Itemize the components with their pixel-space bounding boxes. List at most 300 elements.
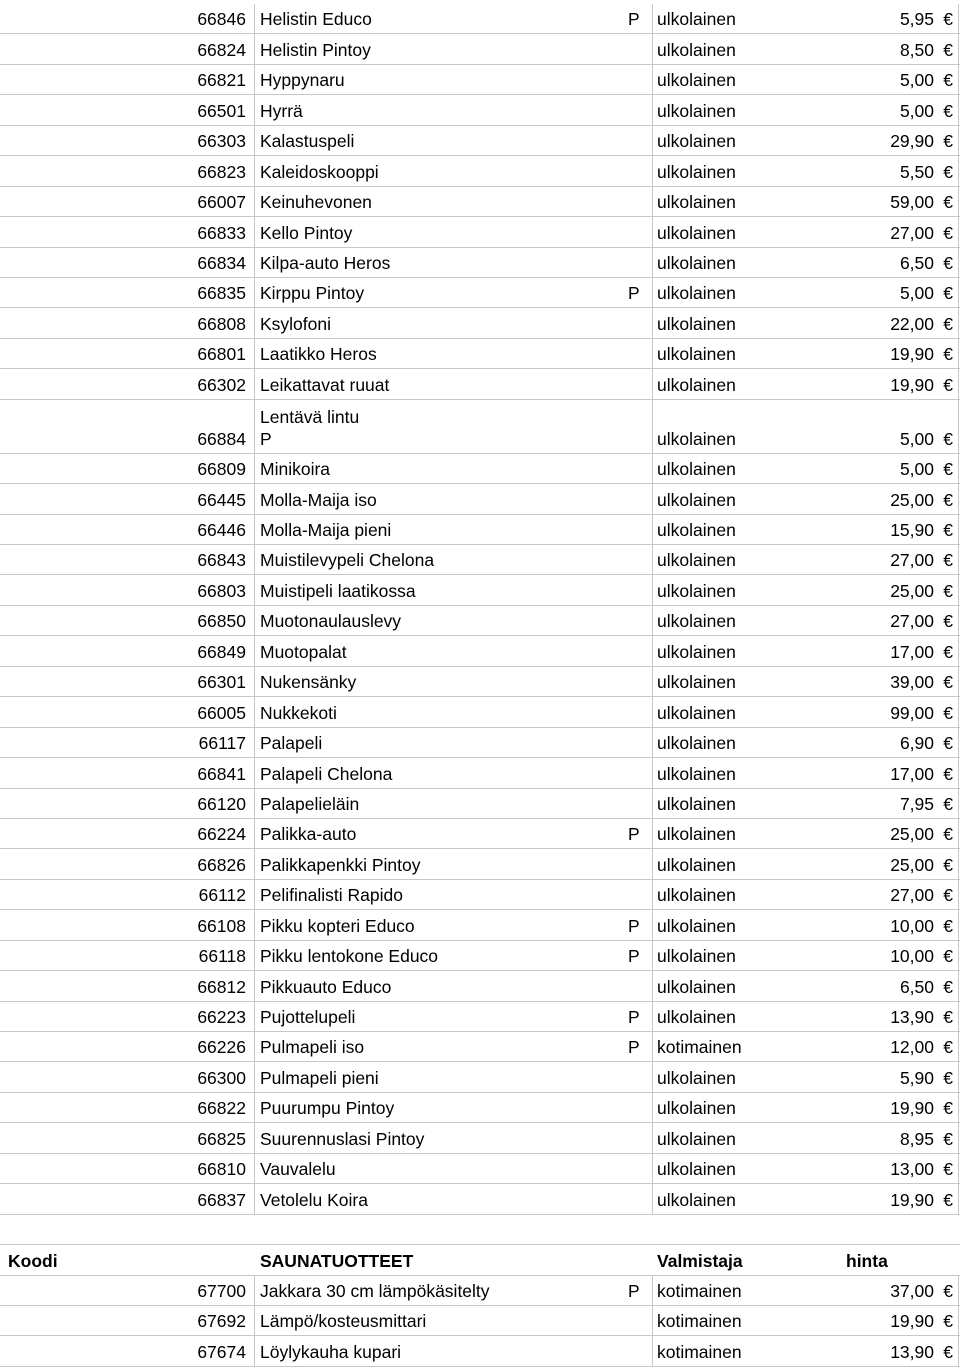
euro-symbol: €	[943, 459, 953, 480]
price: 10,00	[890, 915, 934, 936]
manufacturer: ulkolainen	[657, 946, 736, 967]
table-row	[0, 1276, 960, 1306]
price: 6,50	[899, 252, 934, 273]
table-row	[0, 667, 960, 697]
price: 99,00	[890, 702, 934, 723]
product-code: 66822	[197, 1098, 246, 1119]
product-code: 66226	[197, 1037, 246, 1058]
price: 37,00	[890, 1280, 934, 1301]
product-name: Palapeli Chelona	[260, 763, 393, 784]
grid-line	[254, 1184, 255, 1213]
price: 5,00	[899, 459, 934, 480]
table-row	[0, 515, 960, 545]
manufacturer: ulkolainen	[657, 313, 736, 334]
grid-line	[652, 910, 653, 939]
grid-line	[958, 1002, 959, 1031]
euro-symbol: €	[943, 9, 953, 30]
product-code: 66808	[197, 313, 246, 334]
price: 19,90	[890, 344, 934, 365]
table-row	[0, 849, 960, 879]
manufacturer: ulkolainen	[657, 344, 736, 365]
euro-symbol: €	[943, 854, 953, 875]
table-row	[0, 34, 960, 64]
table-row	[0, 217, 960, 247]
product-name: Pulmapeli iso	[260, 1037, 365, 1058]
product-name: Minikoira	[260, 459, 331, 480]
manufacturer: ulkolainen	[657, 580, 736, 601]
manufacturer: ulkolainen	[657, 611, 736, 632]
price: 13,00	[890, 1159, 934, 1180]
grid-line	[958, 758, 959, 787]
product-code: 66809	[197, 459, 246, 480]
grid-line	[652, 454, 653, 483]
table-row	[0, 1184, 960, 1214]
grid-line	[958, 728, 959, 757]
grid-line	[254, 156, 255, 185]
manufacturer: ulkolainen	[657, 550, 736, 571]
grid-line	[652, 515, 653, 544]
grid-line	[652, 1002, 653, 1031]
product-code: 66445	[197, 489, 246, 510]
product-code: 66300	[197, 1067, 246, 1088]
grid-line	[652, 880, 653, 909]
euro-symbol: €	[943, 1007, 953, 1027]
product-name: Nukensänky	[260, 672, 357, 693]
manufacturer: ulkolainen	[657, 252, 736, 273]
product-name: Pulmapeli pieni	[260, 1067, 379, 1088]
product-name: Helistin Educo	[260, 9, 372, 30]
euro-symbol: €	[943, 1128, 953, 1149]
grid-line	[652, 941, 653, 970]
grid-line	[254, 1002, 255, 1031]
product-name-line2: P	[260, 428, 272, 449]
product-name: Muistilevypeli Chelona	[260, 550, 435, 571]
table-row	[0, 400, 960, 454]
grid-line	[254, 1093, 255, 1122]
product-code: 66803	[197, 580, 246, 601]
section-header	[0, 1245, 960, 1275]
table-row	[0, 819, 960, 849]
price: 25,00	[890, 489, 934, 510]
price: 6,90	[899, 733, 934, 754]
grid-line	[254, 728, 255, 757]
product-name: Palapelieläin	[260, 793, 360, 814]
grid-line	[652, 758, 653, 787]
euro-symbol: €	[943, 374, 953, 395]
price: 27,00	[890, 550, 934, 571]
euro-symbol: €	[943, 672, 953, 693]
price: 19,90	[890, 1311, 934, 1332]
product-name: Kilpa-auto Heros	[260, 252, 391, 273]
product-code: 66837	[197, 1189, 246, 1210]
header-manufacturer: Valmistaja	[657, 1250, 743, 1271]
euro-symbol: €	[943, 222, 953, 243]
product-code: 66846	[197, 9, 246, 30]
euro-symbol: €	[943, 100, 953, 121]
euro-symbol: €	[943, 824, 953, 845]
p-flag: P	[628, 1037, 640, 1058]
product-code: 66303	[197, 131, 246, 152]
price: 10,00	[890, 946, 934, 967]
manufacturer: ulkolainen	[657, 885, 736, 906]
grid-line	[958, 187, 959, 216]
table-row	[0, 1123, 960, 1153]
table-row	[0, 789, 960, 819]
grid-line	[958, 1336, 959, 1365]
price: 27,00	[890, 222, 934, 243]
product-code: 66801	[197, 344, 246, 365]
table-row	[0, 484, 960, 514]
grid-line	[958, 1276, 959, 1305]
product-name: Hyppynaru	[260, 70, 345, 91]
price: 5,00	[899, 100, 934, 121]
product-name: Suurennuslasi Pintoy	[260, 1128, 425, 1149]
price: 25,00	[890, 854, 934, 875]
blank-row	[0, 1215, 960, 1245]
product-code: 66835	[197, 283, 246, 304]
grid-line	[958, 400, 959, 453]
header-category: SAUNATUOTTEET	[260, 1250, 414, 1271]
manufacturer: ulkolainen	[657, 459, 736, 480]
manufacturer: ulkolainen	[657, 70, 736, 91]
grid-line	[652, 278, 653, 307]
price: 5,00	[899, 70, 934, 91]
price: 5,00	[899, 428, 934, 449]
grid-line	[958, 1032, 959, 1061]
grid-line	[254, 545, 255, 574]
grid-line	[958, 819, 959, 848]
manufacturer: ulkolainen	[657, 1189, 736, 1210]
table-row	[0, 575, 960, 605]
product-code: 66223	[197, 1007, 246, 1027]
product-name: Nukkekoti	[260, 702, 337, 723]
product-code: 66823	[197, 161, 246, 182]
manufacturer: ulkolainen	[657, 161, 736, 182]
manufacturer: ulkolainen	[657, 1067, 736, 1088]
price: 17,00	[890, 641, 934, 662]
product-code: 66850	[197, 611, 246, 632]
euro-symbol: €	[943, 733, 953, 754]
euro-symbol: €	[943, 70, 953, 91]
grid-line	[958, 156, 959, 185]
euro-symbol: €	[943, 1189, 953, 1210]
price: 5,00	[899, 283, 934, 304]
euro-symbol: €	[943, 550, 953, 571]
euro-symbol: €	[943, 1280, 953, 1301]
grid-line	[958, 971, 959, 1000]
p-flag: P	[628, 946, 640, 967]
price: 12,00	[890, 1037, 934, 1058]
manufacturer: kotimainen	[657, 1311, 742, 1332]
product-name: Vetolelu Koira	[260, 1189, 368, 1210]
table-row	[0, 339, 960, 369]
table-row	[0, 65, 960, 95]
grid-line	[652, 667, 653, 696]
product-name: Vauvalelu	[260, 1159, 336, 1180]
grid-line	[652, 697, 653, 726]
grid-line	[958, 484, 959, 513]
table-row	[0, 1154, 960, 1184]
grid-line	[652, 4, 653, 33]
grid-line	[958, 515, 959, 544]
manufacturer: kotimainen	[657, 1037, 742, 1058]
p-flag: P	[628, 1280, 640, 1301]
manufacturer: kotimainen	[657, 1280, 742, 1301]
grid-line	[652, 126, 653, 155]
header-code: Koodi	[8, 1250, 58, 1271]
grid-line	[652, 339, 653, 368]
table-row	[0, 636, 960, 666]
manufacturer: ulkolainen	[657, 763, 736, 784]
euro-symbol: €	[943, 131, 953, 152]
product-name: Helistin Pintoy	[260, 39, 371, 60]
grid-line	[958, 248, 959, 277]
manufacturer: ulkolainen	[657, 793, 736, 814]
manufacturer: ulkolainen	[657, 702, 736, 723]
euro-symbol: €	[943, 641, 953, 662]
euro-symbol: €	[943, 793, 953, 814]
table-row	[0, 1306, 960, 1336]
price: 29,90	[890, 131, 934, 152]
product-rows-top	[0, 4, 960, 400]
grid-line	[958, 126, 959, 155]
price: 15,90	[890, 520, 934, 540]
grid-line	[958, 849, 959, 878]
product-name: Löylykauha kupari	[260, 1341, 402, 1362]
manufacturer: ulkolainen	[657, 1159, 736, 1180]
grid-line	[652, 34, 653, 63]
table-row	[0, 880, 960, 910]
grid-line	[652, 65, 653, 94]
price: 22,00	[890, 313, 934, 334]
grid-line	[652, 187, 653, 216]
product-code: 66007	[197, 192, 246, 213]
grid-line	[958, 1123, 959, 1152]
grid-line	[254, 1123, 255, 1152]
euro-symbol: €	[943, 1341, 953, 1362]
product-code: 66825	[197, 1128, 246, 1149]
price: 8,50	[899, 39, 934, 60]
product-code: 66826	[197, 854, 246, 875]
euro-symbol: €	[943, 885, 953, 906]
product-code: 66302	[197, 374, 246, 395]
manufacturer: ulkolainen	[657, 520, 736, 540]
grid-line	[958, 667, 959, 696]
product-name: Leikattavat ruuat	[260, 374, 390, 395]
grid-line	[958, 606, 959, 635]
grid-line	[652, 728, 653, 757]
grid-line	[254, 636, 255, 665]
table-row	[0, 308, 960, 338]
grid-line	[652, 369, 653, 398]
euro-symbol: €	[943, 580, 953, 601]
grid-line	[958, 941, 959, 970]
grid-line	[254, 95, 255, 124]
grid-line	[958, 1154, 959, 1183]
grid-line	[958, 575, 959, 604]
grid-line	[652, 400, 653, 453]
price: 27,00	[890, 885, 934, 906]
product-code: 67692	[197, 1311, 246, 1332]
product-code: 66117	[198, 733, 246, 754]
euro-symbol: €	[943, 611, 953, 632]
euro-symbol: €	[943, 1098, 953, 1119]
price: 8,95	[899, 1128, 934, 1149]
grid-line	[254, 1154, 255, 1183]
product-name: Muotonaulauslevy	[260, 611, 402, 632]
price-list-table	[0, 4, 960, 1367]
product-code: 66843	[197, 550, 246, 571]
table-row	[0, 971, 960, 1001]
grid-line	[254, 606, 255, 635]
grid-line	[958, 880, 959, 909]
grid-line	[652, 575, 653, 604]
grid-line	[958, 697, 959, 726]
manufacturer: ulkolainen	[657, 428, 736, 449]
manufacturer: ulkolainen	[657, 976, 736, 997]
product-code: 66501	[197, 100, 246, 121]
product-code: 66301	[197, 672, 246, 693]
manufacturer: ulkolainen	[657, 283, 736, 304]
price: 17,00	[890, 763, 934, 784]
product-code: 67674	[197, 1341, 246, 1362]
euro-symbol: €	[943, 192, 953, 213]
manufacturer: ulkolainen	[657, 9, 736, 30]
table-row	[0, 1336, 960, 1366]
manufacturer: ulkolainen	[657, 1098, 736, 1119]
product-code: 66812	[197, 976, 246, 997]
table-row	[0, 697, 960, 727]
p-flag: P	[628, 283, 640, 304]
price: 7,95	[899, 793, 934, 814]
grid-line	[958, 34, 959, 63]
product-rows-bottom	[0, 1276, 960, 1367]
table-row	[0, 454, 960, 484]
grid-line	[254, 4, 255, 33]
manufacturer: ulkolainen	[657, 672, 736, 693]
euro-symbol: €	[943, 252, 953, 273]
price: 13,90	[890, 1341, 934, 1362]
grid-line	[254, 187, 255, 216]
euro-symbol: €	[943, 1159, 953, 1180]
p-flag: P	[628, 915, 640, 936]
grid-line	[652, 849, 653, 878]
grid-line	[652, 95, 653, 124]
euro-symbol: €	[943, 1037, 953, 1058]
product-code: 66005	[197, 702, 246, 723]
grid-line	[652, 636, 653, 665]
grid-line	[652, 1062, 653, 1091]
grid-line	[652, 545, 653, 574]
euro-symbol: €	[943, 39, 953, 60]
grid-line	[254, 789, 255, 818]
grid-line	[958, 1093, 959, 1122]
table-row	[0, 545, 960, 575]
grid-line	[652, 1154, 653, 1183]
euro-symbol: €	[943, 1067, 953, 1088]
product-name: Kirppu Pintoy	[260, 283, 365, 304]
header-price: hinta	[846, 1250, 888, 1271]
table-row	[0, 126, 960, 156]
grid-line	[958, 217, 959, 246]
grid-line	[958, 278, 959, 307]
table-row	[0, 758, 960, 788]
price: 25,00	[890, 824, 934, 845]
grid-line	[254, 758, 255, 787]
product-name: Pikku lentokone Educo	[260, 946, 439, 967]
grid-line	[958, 636, 959, 665]
euro-symbol: €	[943, 283, 953, 304]
euro-symbol: €	[943, 313, 953, 334]
table-row	[0, 728, 960, 758]
table-row	[0, 941, 960, 971]
product-name: Palapeli	[260, 733, 323, 754]
product-code: 66108	[197, 915, 246, 936]
grid-line	[652, 971, 653, 1000]
grid-line	[254, 484, 255, 513]
product-code: 66841	[197, 763, 246, 784]
grid-line	[254, 454, 255, 483]
manufacturer: ulkolainen	[657, 100, 736, 121]
manufacturer: ulkolainen	[657, 374, 736, 395]
manufacturer: ulkolainen	[657, 192, 736, 213]
table-row	[0, 1062, 960, 1092]
table-row	[0, 1093, 960, 1123]
product-name: Jakkara 30 cm lämpökäsitelty	[260, 1280, 490, 1301]
product-rows-mid	[0, 454, 960, 1215]
grid-line	[652, 484, 653, 513]
euro-symbol: €	[943, 520, 953, 540]
p-flag: P	[628, 1007, 640, 1027]
grid-line	[652, 1276, 653, 1305]
euro-symbol: €	[943, 344, 953, 365]
grid-line	[254, 339, 255, 368]
table-row	[0, 248, 960, 278]
grid-line	[254, 34, 255, 63]
grid-line	[652, 308, 653, 337]
grid-line	[254, 217, 255, 246]
grid-line	[958, 545, 959, 574]
p-flag: P	[628, 824, 640, 845]
price: 27,00	[890, 611, 934, 632]
grid-line	[254, 515, 255, 544]
product-code: 66446	[197, 520, 246, 540]
product-code: 66884	[197, 428, 246, 449]
euro-symbol: €	[943, 161, 953, 182]
grid-line	[254, 971, 255, 1000]
table-row	[0, 4, 960, 34]
grid-line	[958, 369, 959, 398]
grid-line	[254, 1276, 255, 1305]
manufacturer: ulkolainen	[657, 1007, 736, 1027]
grid-line	[254, 278, 255, 307]
manufacturer: ulkolainen	[657, 222, 736, 243]
product-name: Pelifinalisti Rapido	[260, 885, 403, 906]
table-row	[0, 369, 960, 399]
grid-line	[254, 369, 255, 398]
p-flag: P	[628, 9, 640, 30]
product-name: Kaleidoskooppi	[260, 161, 379, 182]
grid-line	[254, 126, 255, 155]
grid-line	[254, 697, 255, 726]
product-name: Ksylofoni	[260, 313, 332, 334]
grid-line	[254, 910, 255, 939]
grid-line	[254, 575, 255, 604]
product-name: Puurumpu Pintoy	[260, 1098, 395, 1119]
euro-symbol: €	[943, 489, 953, 510]
product-name: Molla-Maija iso	[260, 489, 377, 510]
grid-line	[958, 65, 959, 94]
